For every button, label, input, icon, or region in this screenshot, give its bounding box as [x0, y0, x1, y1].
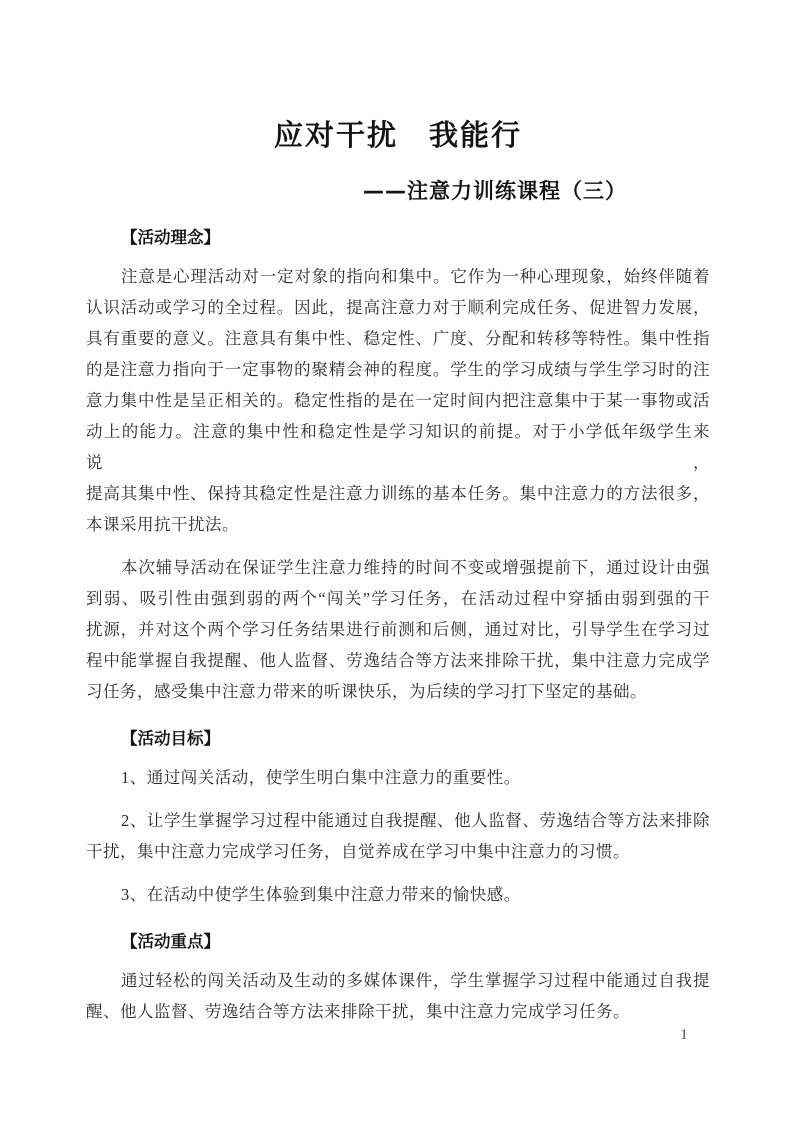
page-number: 1	[680, 1027, 688, 1043]
text-line: 习任务，感受集中注意力带来的听课快乐，为后续的学习打下坚定的基础。	[86, 682, 647, 701]
focus-paragraph	[86, 965, 710, 1027]
text-line: 1、通过闯关活动，使学生明白集中注意力的重要性。	[121, 768, 521, 787]
text-line: 认识活动或学习的全过程。因此，提高注意力对于顺利完成任务、促进智力发展，	[86, 298, 710, 317]
text-line: 到弱、吸引性由强到弱的两个“闯关”学习任务，在活动过程中穿插由弱到强的干	[86, 589, 710, 608]
concept-paragraph-1	[86, 261, 710, 540]
text-line: 具有重要的意义。注意具有集中性、稳定性、广度、分配和转移等特性。集中性指	[86, 329, 710, 348]
document-title: 应对干扰 我能行	[273, 118, 522, 152]
section-heading-activity-focus: 【活动重点】	[121, 932, 220, 951]
text-line: 通过轻松的闯关活动及生动的多媒体课件，学生掌握学习过程中能通过自我提	[121, 971, 710, 990]
concept-paragraph-2	[86, 552, 710, 707]
text-line: 提高其集中性、保持其稳定性是注意力训练的基本任务。集中注意力的方法很多，	[86, 484, 710, 503]
text-line: 干扰，集中注意力完成学习任务，自觉养成在学习中集中注意力的习惯。	[86, 842, 630, 861]
text-line: 醒、他人监督、劳逸结合等方法来排除干扰，集中注意力完成学习任务。	[86, 1002, 630, 1021]
text-line: 2、让学生掌握学习过程中能通过自我提醒、他人监督、劳逸结合等方法来排除	[121, 811, 710, 830]
goal-item-3	[86, 879, 710, 910]
goal-item-2	[86, 805, 710, 867]
document-subtitle: ——注意力训练课程（三）	[363, 179, 627, 203]
text-line: 注意是心理活动对一定对象的指向和集中。它作为一种心理现象，始终伴随着	[121, 267, 710, 286]
text-line: 的是注意力指向于一定事物的聚精会神的程度。学生的学习成绩与学生学习时的注	[86, 360, 710, 379]
text-line: 扰源，并对这个两个学习任务结果进行前测和后侧，通过对比，引导学生在学习过	[86, 620, 710, 639]
text-line: 本课采用抗干扰法。	[86, 515, 239, 534]
text-line: 意力集中性是呈正相关的。稳定性指的是在一定时间内把注意集中于某一事物或活	[86, 391, 710, 410]
text-line: 本次辅导活动在保证学生注意力维持的时间不变或增强提前下，通过设计由强	[121, 558, 710, 577]
section-heading-activity-goals: 【活动目标】	[121, 729, 220, 748]
text-line: 3、在活动中使学生体验到集中注意力带来的愉快感。	[121, 885, 521, 904]
text-line: 程中能掌握自我提醒、他人监督、劳逸结合等方法来排除干扰，集中注意力完成学	[86, 651, 710, 670]
goal-item-1	[86, 762, 710, 793]
text-line: 动上的能力。注意的集中性和稳定性是学习知识的前提。对于小学低年级学生来说，	[86, 422, 710, 472]
section-heading-activity-concept: 【活动理念】	[121, 228, 220, 247]
